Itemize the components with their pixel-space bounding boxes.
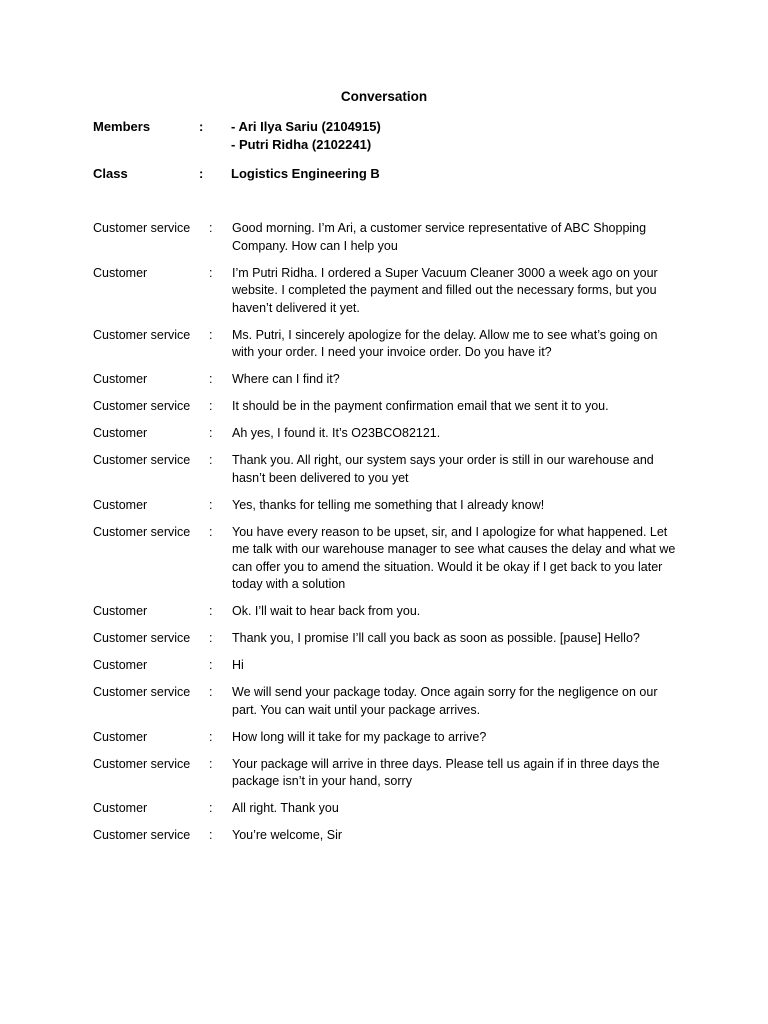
utterance-text: Good morning. I’m Ari, a customer service representative of ABC Shopping Company. How can I help you (232, 221, 647, 253)
speaker-colon: : (209, 265, 213, 280)
speaker-label: Customer service (93, 756, 191, 771)
utterance-text: Ok. I’ll wait to hear back from you. (232, 604, 421, 618)
speaker-colon: : (209, 604, 213, 618)
dialogue-line (93, 827, 693, 845)
speaker-label: Customer (93, 265, 148, 280)
speaker-colon: : (209, 426, 213, 440)
speaker-label: Customer (93, 801, 148, 815)
utterance-text: You have every reason to be upset, sir, and I apologize for what happened. Let me talk with our warehouse manager to see what causes the delay and what we can offer you to amend the situation. Would it be okay if I get back to you later today with a solution (232, 524, 676, 591)
utterance-text: Thank you. All right, our system says your order is still in our warehouse and hasn’t been delivered to you yet (232, 453, 654, 485)
speaker-label: Customer (93, 372, 148, 386)
dialogue-line (93, 497, 693, 515)
utterance-text: Yes, thanks for telling me something that I already know! (232, 497, 545, 512)
utterance-text: I’m Putri Ridha. I ordered a Super Vacuum Cleaner 3000 a week ago on your website. I completed the payment and filled out the necessary forms, but you haven’t delivered it yet. (232, 265, 658, 315)
speaker-colon: : (209, 756, 213, 771)
utterance-text: Thank you, I promise I’ll call you back as soon as possible. [pause] Hello? (232, 631, 640, 645)
utterance-text: Where can I find it? (232, 372, 340, 386)
dialogue-line (93, 756, 693, 791)
members-label: Members (93, 119, 151, 134)
utterance-text: Ah yes, I found it. It’s O23BCO82121. (232, 426, 441, 440)
speaker-label: Customer (93, 729, 148, 744)
dialogue-line (93, 657, 693, 675)
speaker-label: Customer (93, 604, 148, 618)
dialogue-line (93, 603, 693, 621)
speaker-label: Customer service (93, 828, 191, 842)
dialogue-line (93, 684, 693, 719)
class-value: Logistics Engineering B (231, 166, 380, 181)
members-colon: : (199, 119, 204, 134)
class-colon: : (199, 166, 204, 181)
dialogue-line (93, 729, 693, 747)
speaker-label: Customer (93, 426, 148, 440)
speaker-colon: : (209, 631, 213, 645)
utterance-text: We will send your package today. Once again sorry for the negligence on our part. You can wait until your package arrives. (232, 685, 658, 717)
speaker-colon: : (209, 497, 213, 512)
dialogue-line (93, 524, 693, 594)
page-title: Conversation (340, 89, 428, 104)
member-item: - Ari Ilya Sariu (2104915) (231, 119, 381, 134)
speaker-colon: : (209, 658, 213, 672)
utterance-text: Ms. Putri, I sincerely apologize for the delay. Allow me to see what’s going on with your order. I need your invoice order. Do you have it? (232, 327, 658, 359)
dialogue-line (93, 800, 693, 818)
speaker-colon: : (209, 327, 213, 342)
speaker-colon: : (209, 221, 213, 235)
speaker-label: Customer service (93, 685, 191, 699)
speaker-colon: : (209, 729, 213, 744)
utterance-text: Your package will arrive in three days. Please tell us again if in three days the package isn’t in your hand, sorry (232, 756, 660, 788)
speaker-colon: : (209, 685, 213, 699)
speaker-label: Customer service (93, 453, 191, 467)
utterance-text: Hi (232, 658, 244, 672)
speaker-colon: : (209, 372, 213, 386)
dialogue-line (93, 327, 693, 362)
speaker-colon: : (209, 828, 213, 842)
utterance-text: It should be in the payment confirmation email that we sent it to you. (232, 399, 609, 413)
dialogue-line (93, 371, 693, 389)
speaker-label: Customer service (93, 399, 191, 413)
speaker-colon: : (209, 801, 213, 815)
speaker-colon: : (209, 399, 213, 413)
speaker-colon: : (209, 453, 213, 467)
dialogue-line (93, 398, 693, 416)
dialogue-line (93, 425, 693, 443)
speaker-label: Customer service (93, 524, 191, 539)
utterance-text: How long will it take for my package to arrive? (232, 729, 487, 744)
speaker-label: Customer service (93, 327, 191, 342)
dialogue-list (93, 220, 693, 854)
speaker-colon: : (209, 524, 213, 539)
class-label: Class (93, 166, 128, 181)
dialogue-line (93, 452, 693, 487)
speaker-label: Customer service (93, 631, 191, 645)
speaker-label: Customer service (93, 221, 191, 235)
dialogue-line (93, 220, 693, 255)
speaker-label: Customer (93, 497, 148, 512)
utterance-text: You’re welcome, Sir (232, 828, 343, 842)
members-list (231, 118, 671, 154)
utterance-text: All right. Thank you (232, 801, 339, 815)
dialogue-line (93, 630, 693, 648)
member-item: - Putri Ridha (2102241) (231, 137, 372, 152)
dialogue-line (93, 265, 693, 318)
speaker-label: Customer (93, 658, 148, 672)
